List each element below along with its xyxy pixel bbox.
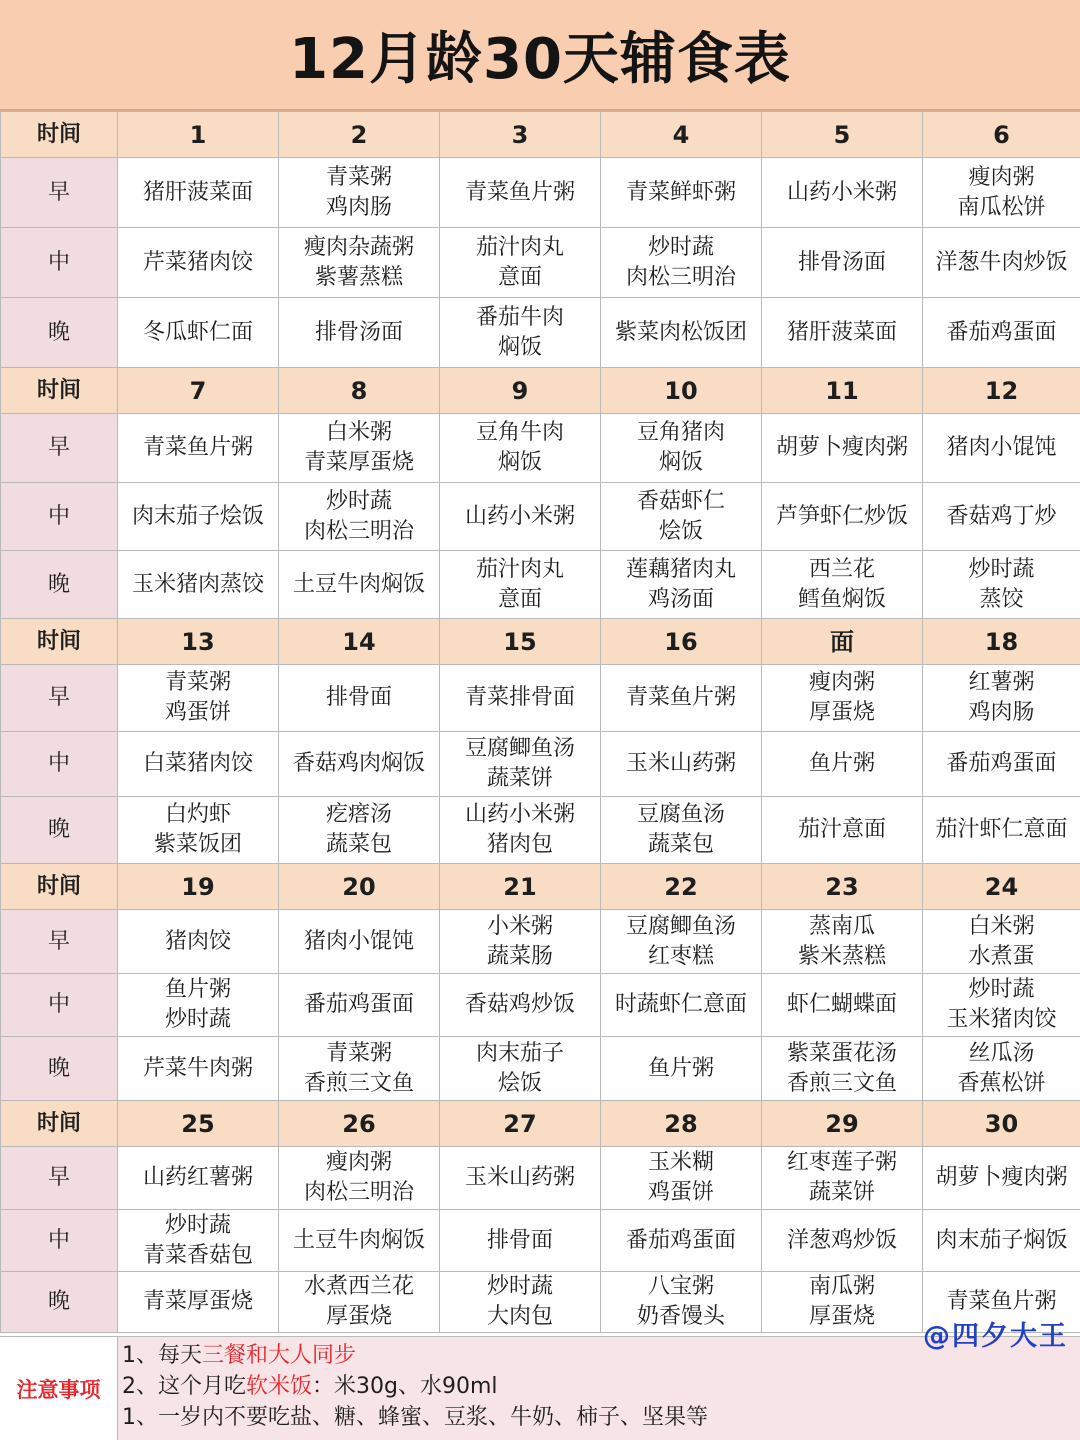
meal-label-cell: 早 xyxy=(1,910,118,974)
day-number-cell: 6 xyxy=(923,112,1080,158)
lunch-row xyxy=(1,732,1080,797)
dinner-row xyxy=(1,797,1080,864)
dinner-row xyxy=(1,1037,1080,1101)
day-number-cell: 27 xyxy=(440,1101,601,1147)
meal-cell: 紫菜肉松饭团 xyxy=(601,298,762,368)
meal-cell: 肉末茄子烩饭 xyxy=(118,483,279,551)
meal-cell: 瘦肉粥 南瓜松饼 xyxy=(923,158,1080,228)
title-banner xyxy=(0,0,1080,111)
meal-plan-table xyxy=(0,111,1080,1333)
day-number-cell: 8 xyxy=(279,368,440,414)
meal-cell: 土豆牛肉焖饭 xyxy=(279,1210,440,1272)
meal-cell: 瘦肉粥 厚蛋烧 xyxy=(762,665,923,732)
meal-cell: 番茄牛肉 焖饭 xyxy=(440,298,601,368)
page-title: 12月龄30天辅食表 xyxy=(289,26,791,92)
meal-cell: 茄汁肉丸 意面 xyxy=(440,551,601,619)
day-number-cell: 1 xyxy=(118,112,279,158)
meal-cell: 炒时蔬 大肉包 xyxy=(440,1272,601,1333)
meal-cell: 玉米猪肉蒸饺 xyxy=(118,551,279,619)
meal-cell: 青菜鱼片粥 xyxy=(118,414,279,483)
dinner-row xyxy=(1,298,1080,368)
day-number-cell: 7 xyxy=(118,368,279,414)
meal-cell: 猪肉小馄饨 xyxy=(279,910,440,974)
notes-section xyxy=(0,1336,1080,1440)
meal-cell: 鱼片粥 xyxy=(762,732,923,797)
breakfast-row xyxy=(1,665,1080,732)
meal-cell: 山药小米粥 猪肉包 xyxy=(440,797,601,864)
day-header-row xyxy=(1,1101,1080,1147)
meal-label-cell: 晚 xyxy=(1,298,118,368)
meal-cell: 香菇鸡炒饭 xyxy=(440,974,601,1037)
day-header-row xyxy=(1,112,1080,158)
meal-cell: 豆腐鲫鱼汤 红枣糕 xyxy=(601,910,762,974)
meal-cell: 白米粥 青菜厚蛋烧 xyxy=(279,414,440,483)
meal-cell: 排骨面 xyxy=(440,1210,601,1272)
meal-cell: 芹菜牛肉粥 xyxy=(118,1037,279,1101)
day-number-cell: 30 xyxy=(923,1101,1080,1147)
day-number-cell: 10 xyxy=(601,368,762,414)
meal-cell: 青菜粥 鸡蛋饼 xyxy=(118,665,279,732)
meal-cell: 排骨汤面 xyxy=(279,298,440,368)
lunch-row xyxy=(1,974,1080,1037)
meal-cell: 白菜猪肉饺 xyxy=(118,732,279,797)
meal-cell: 排骨面 xyxy=(279,665,440,732)
dinner-row xyxy=(1,551,1080,619)
meal-cell: 青菜排骨面 xyxy=(440,665,601,732)
breakfast-row xyxy=(1,910,1080,974)
meal-cell: 豆腐鱼汤 蔬菜包 xyxy=(601,797,762,864)
day-header-row xyxy=(1,368,1080,414)
meal-label-cell: 中 xyxy=(1,228,118,298)
lunch-row xyxy=(1,483,1080,551)
meal-cell: 芦笋虾仁炒饭 xyxy=(762,483,923,551)
meal-cell: 红薯粥 鸡肉肠 xyxy=(923,665,1080,732)
day-number-cell: 面 xyxy=(762,619,923,665)
meal-cell: 紫菜蛋花汤 香煎三文鱼 xyxy=(762,1037,923,1101)
meal-cell: 小米粥 蔬菜肠 xyxy=(440,910,601,974)
day-number-cell: 25 xyxy=(118,1101,279,1147)
meal-cell: 番茄鸡蛋面 xyxy=(923,732,1080,797)
meal-label-cell: 晚 xyxy=(1,551,118,619)
notes-label: 注意事项 xyxy=(0,1337,118,1440)
day-number-cell: 5 xyxy=(762,112,923,158)
day-number-cell: 29 xyxy=(762,1101,923,1147)
meal-label-cell: 早 xyxy=(1,1147,118,1210)
day-header-row xyxy=(1,864,1080,910)
meal-label-cell: 中 xyxy=(1,732,118,797)
day-number-cell: 12 xyxy=(923,368,1080,414)
meal-cell: 番茄鸡蛋面 xyxy=(923,298,1080,368)
lunch-row xyxy=(1,228,1080,298)
meal-label-cell: 中 xyxy=(1,974,118,1037)
meal-cell: 胡萝卜瘦肉粥 xyxy=(762,414,923,483)
meal-cell: 排骨汤面 xyxy=(762,228,923,298)
meal-cell: 土豆牛肉焖饭 xyxy=(279,551,440,619)
meal-cell: 鱼片粥 xyxy=(601,1037,762,1101)
note-text: ：米30g、水90ml xyxy=(312,1374,498,1399)
breakfast-row xyxy=(1,158,1080,228)
day-number-cell: 20 xyxy=(279,864,440,910)
note-highlight: 软米饭 xyxy=(246,1374,313,1399)
meal-cell: 玉米糊 鸡蛋饼 xyxy=(601,1147,762,1210)
meal-cell: 茄汁意面 xyxy=(762,797,923,864)
meal-cell: 炒时蔬 肉松三明治 xyxy=(279,483,440,551)
day-number-cell: 23 xyxy=(762,864,923,910)
meal-label-cell: 晚 xyxy=(1,1272,118,1333)
meal-cell: 蒸南瓜 紫米蒸糕 xyxy=(762,910,923,974)
day-number-cell: 3 xyxy=(440,112,601,158)
time-header-cell: 时间 xyxy=(1,619,118,665)
meal-cell: 肉末茄子 烩饭 xyxy=(440,1037,601,1101)
meal-cell: 肉末茄子焖饭 xyxy=(923,1210,1080,1272)
meal-cell: 炒时蔬 蒸饺 xyxy=(923,551,1080,619)
meal-cell: 青菜鱼片粥 xyxy=(440,158,601,228)
day-header-row xyxy=(1,619,1080,665)
note-text: 2、这个月吃 xyxy=(122,1374,246,1399)
meal-cell: 鱼片粥 炒时蔬 xyxy=(118,974,279,1037)
lunch-row xyxy=(1,1210,1080,1272)
day-number-cell: 16 xyxy=(601,619,762,665)
meal-plan-body xyxy=(1,112,1080,1333)
day-number-cell: 26 xyxy=(279,1101,440,1147)
meal-cell: 胡萝卜瘦肉粥 xyxy=(923,1147,1080,1210)
meal-cell: 山药红薯粥 xyxy=(118,1147,279,1210)
meal-cell: 白灼虾 紫菜饭团 xyxy=(118,797,279,864)
meal-cell: 豆角猪肉 焖饭 xyxy=(601,414,762,483)
day-number-cell: 28 xyxy=(601,1101,762,1147)
meal-label-cell: 晚 xyxy=(1,797,118,864)
day-number-cell: 13 xyxy=(118,619,279,665)
meal-cell: 南瓜粥 厚蛋烧 xyxy=(762,1272,923,1333)
time-header-cell: 时间 xyxy=(1,112,118,158)
meal-label-cell: 早 xyxy=(1,414,118,483)
note-text: 1、每天 xyxy=(122,1343,202,1368)
note-line-2 xyxy=(122,1371,1080,1402)
day-number-cell: 4 xyxy=(601,112,762,158)
day-number-cell: 14 xyxy=(279,619,440,665)
meal-cell: 水煮西兰花 厚蛋烧 xyxy=(279,1272,440,1333)
meal-cell: 炒时蔬 肉松三明治 xyxy=(601,228,762,298)
meal-cell: 猪肝菠菜面 xyxy=(118,158,279,228)
meal-cell: 茄汁虾仁意面 xyxy=(923,797,1080,864)
meal-cell: 青菜鱼片粥 xyxy=(923,1272,1080,1333)
day-number-cell: 2 xyxy=(279,112,440,158)
meal-cell: 香菇鸡丁炒 xyxy=(923,483,1080,551)
meal-cell: 冬瓜虾仁面 xyxy=(118,298,279,368)
time-header-cell: 时间 xyxy=(1,368,118,414)
meal-cell: 瘦肉杂蔬粥 紫薯蒸糕 xyxy=(279,228,440,298)
meal-cell: 洋葱牛肉炒饭 xyxy=(923,228,1080,298)
meal-cell: 白米粥 水煮蛋 xyxy=(923,910,1080,974)
day-number-cell: 11 xyxy=(762,368,923,414)
meal-cell: 猪肉饺 xyxy=(118,910,279,974)
meal-cell: 豆角牛肉 焖饭 xyxy=(440,414,601,483)
meal-cell: 西兰花 鳕鱼焖饭 xyxy=(762,551,923,619)
note-line-3: 1、一岁内不要吃盐、糖、蜂蜜、豆浆、牛奶、柿子、坚果等 xyxy=(122,1405,708,1430)
time-header-cell: 时间 xyxy=(1,1101,118,1147)
day-number-cell: 18 xyxy=(923,619,1080,665)
meal-cell: 猪肝菠菜面 xyxy=(762,298,923,368)
time-header-cell: 时间 xyxy=(1,864,118,910)
meal-label-cell: 中 xyxy=(1,483,118,551)
watermark: @四夕大王 xyxy=(923,1321,1068,1352)
meal-cell: 香菇鸡肉焖饭 xyxy=(279,732,440,797)
meal-cell: 炒时蔬 青菜香菇包 xyxy=(118,1210,279,1272)
meal-label-cell: 早 xyxy=(1,665,118,732)
day-number-cell: 15 xyxy=(440,619,601,665)
meal-label-cell: 早 xyxy=(1,158,118,228)
day-number-cell: 9 xyxy=(440,368,601,414)
meal-cell: 番茄鸡蛋面 xyxy=(279,974,440,1037)
meal-cell: 青菜粥 鸡肉肠 xyxy=(279,158,440,228)
meal-cell: 山药小米粥 xyxy=(762,158,923,228)
meal-cell: 山药小米粥 xyxy=(440,483,601,551)
meal-label-cell: 晚 xyxy=(1,1037,118,1101)
meal-cell: 瘦肉粥 肉松三明治 xyxy=(279,1147,440,1210)
breakfast-row xyxy=(1,414,1080,483)
meal-cell: 豆腐鲫鱼汤 蔬菜饼 xyxy=(440,732,601,797)
note-highlight: 三餐和大人同步 xyxy=(202,1343,357,1368)
meal-cell: 青菜鲜虾粥 xyxy=(601,158,762,228)
meal-cell: 时蔬虾仁意面 xyxy=(601,974,762,1037)
meal-cell: 青菜厚蛋烧 xyxy=(118,1272,279,1333)
meal-cell: 洋葱鸡炒饭 xyxy=(762,1210,923,1272)
meal-label-cell: 中 xyxy=(1,1210,118,1272)
day-number-cell: 22 xyxy=(601,864,762,910)
day-number-cell: 24 xyxy=(923,864,1080,910)
meal-cell: 青菜鱼片粥 xyxy=(601,665,762,732)
meal-cell: 虾仁蝴蝶面 xyxy=(762,974,923,1037)
day-number-cell: 19 xyxy=(118,864,279,910)
meal-cell: 八宝粥 奶香馒头 xyxy=(601,1272,762,1333)
meal-cell: 疙瘩汤 蔬菜包 xyxy=(279,797,440,864)
meal-cell: 青菜粥 香煎三文鱼 xyxy=(279,1037,440,1101)
day-number-cell: 21 xyxy=(440,864,601,910)
meal-cell: 香菇虾仁 烩饭 xyxy=(601,483,762,551)
breakfast-row xyxy=(1,1147,1080,1210)
meal-cell: 茄汁肉丸 意面 xyxy=(440,228,601,298)
meal-cell: 莲藕猪肉丸 鸡汤面 xyxy=(601,551,762,619)
meal-cell: 红枣莲子粥 蔬菜饼 xyxy=(762,1147,923,1210)
meal-cell: 猪肉小馄饨 xyxy=(923,414,1080,483)
dinner-row xyxy=(1,1272,1080,1333)
meal-cell: 玉米山药粥 xyxy=(440,1147,601,1210)
meal-cell: 番茄鸡蛋面 xyxy=(601,1210,762,1272)
meal-cell: 芹菜猪肉饺 xyxy=(118,228,279,298)
meal-cell: 玉米山药粥 xyxy=(601,732,762,797)
meal-cell: 炒时蔬 玉米猪肉饺 xyxy=(923,974,1080,1037)
meal-cell: 丝瓜汤 香蕉松饼 xyxy=(923,1037,1080,1101)
